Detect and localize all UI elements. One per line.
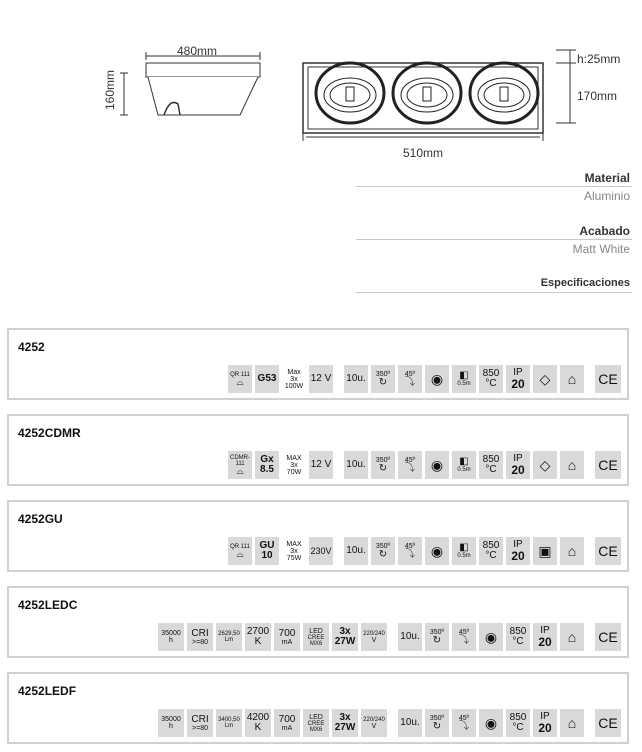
rotation-icon: 350º ↻ <box>425 709 449 737</box>
power-badge: 3x 27W <box>332 623 358 651</box>
indoor-use-icon: ⌂ <box>560 451 584 479</box>
product-icons <box>225 536 621 566</box>
units-badge: 10u. <box>344 365 368 393</box>
units-badge: 10u. <box>344 451 368 479</box>
product-card-4252GU <box>7 500 629 572</box>
class-iii-icon: ◇ <box>533 451 557 479</box>
product-card-4252 <box>7 328 629 400</box>
lifetime-badge: 35000 h <box>158 709 184 737</box>
lamp-icon: ◉ <box>479 709 503 737</box>
socket-badge: GU 10 <box>255 537 279 565</box>
lamp-icon: ◉ <box>425 365 449 393</box>
spec-material-value: Aluminio <box>583 189 630 203</box>
class-iii-icon: ◇ <box>533 365 557 393</box>
lumen-badge: 2629,50 Lm <box>216 623 242 651</box>
product-code: 4252LEDF <box>18 684 77 698</box>
ce-mark-icon: CE <box>595 365 621 393</box>
led-badge: LED CREE MX6 <box>303 623 329 651</box>
cri-badge: CRI >=80 <box>187 709 213 737</box>
voltage-badge: 12 V <box>309 451 333 479</box>
distance-icon: ◧ 0.5m <box>452 365 476 393</box>
color-temp-badge: 4200 K <box>245 709 271 737</box>
socket-badge: Gx 8.5 <box>255 451 279 479</box>
product-icons <box>225 364 621 394</box>
indoor-use-icon: ⌂ <box>560 623 584 651</box>
units-badge: 10u. <box>344 537 368 565</box>
tilt-icon: 45º ⤵ <box>398 537 422 565</box>
class-ii-icon: ▣ <box>533 537 557 565</box>
spec-finish-title: Acabado <box>579 224 630 238</box>
rotation-icon: 350º ↻ <box>371 451 395 479</box>
ce-mark-icon: CE <box>595 623 621 651</box>
divider <box>356 292 632 293</box>
lamp-icon: ◉ <box>425 451 449 479</box>
power-badge: Max 3x 100W <box>284 368 304 390</box>
product-code: 4252LEDC <box>18 598 78 612</box>
product-code: 4252GU <box>18 512 63 526</box>
lamp-icon: ◉ <box>479 623 503 651</box>
led-badge: LED CREE MX6 <box>303 709 329 737</box>
divider <box>356 186 632 187</box>
dim-width-right: 510mm <box>403 146 444 160</box>
ce-mark-icon: CE <box>595 537 621 565</box>
ip-badge: IP 20 <box>506 451 530 479</box>
dim-h-top: h:25mm <box>577 52 621 66</box>
socket-badge: G53 <box>255 365 279 393</box>
voltage-badge: 12 V <box>309 365 333 393</box>
units-badge: 10u. <box>398 709 422 737</box>
ce-mark-icon: CE <box>595 709 621 737</box>
lifetime-badge: 35000 h <box>158 623 184 651</box>
ce-mark-icon: CE <box>595 451 621 479</box>
voltage-badge: 220/240 V <box>361 709 387 737</box>
dim-height-left: 160mm <box>103 69 117 110</box>
ip-badge: IP 20 <box>506 365 530 393</box>
voltage-badge: 230V <box>309 537 333 565</box>
distance-icon: ◧ 0.5m <box>452 451 476 479</box>
indoor-use-icon: ⌂ <box>560 709 584 737</box>
current-badge: 700 mA <box>274 709 300 737</box>
product-card-4252LEDF <box>7 672 629 744</box>
temperature-badge: 850 °C <box>506 623 530 651</box>
temperature-badge: 850 °C <box>506 709 530 737</box>
product-card-4252CDMR <box>7 414 629 486</box>
dim-height-right: 170mm <box>577 89 618 103</box>
power-badge: 3x 27W <box>332 709 358 737</box>
tilt-icon: 45º ⤵ <box>398 451 422 479</box>
lamp-type-icon: CDMR-111 ⌓ <box>228 451 252 479</box>
cri-badge: CRI >=80 <box>187 623 213 651</box>
ip-badge: IP 20 <box>533 709 557 737</box>
ip-badge: IP 20 <box>506 537 530 565</box>
product-code: 4252CDMR <box>18 426 81 440</box>
temperature-badge: 850 °C <box>479 451 503 479</box>
product-icons <box>155 622 621 652</box>
ip-badge: IP 20 <box>533 623 557 651</box>
product-card-4252LEDC <box>7 586 629 658</box>
product-icons <box>155 708 621 738</box>
tilt-icon: 45º ⤵ <box>398 365 422 393</box>
current-badge: 700 mA <box>274 623 300 651</box>
lumen-badge: 3400,50 Lm <box>216 709 242 737</box>
indoor-use-icon: ⌂ <box>560 365 584 393</box>
tilt-icon: 45º ⤵ <box>452 623 476 651</box>
distance-icon: ◧ 0.5m <box>452 537 476 565</box>
voltage-badge: 220/240 V <box>361 623 387 651</box>
power-badge: MAX 3x 70W <box>286 454 302 476</box>
color-temp-badge: 2700 K <box>245 623 271 651</box>
product-code: 4252 <box>18 340 45 354</box>
spec-specifications-title: Especificaciones <box>540 277 630 289</box>
lamp-icon: ◉ <box>425 537 449 565</box>
power-badge: MAX 3x 75W <box>286 540 302 562</box>
lamp-type-icon: QR 111 ⌓ <box>228 537 252 565</box>
indoor-use-icon: ⌂ <box>560 537 584 565</box>
spec-material-title: Material <box>584 171 630 185</box>
spec-finish-value: Matt White <box>572 242 630 256</box>
temperature-badge: 850 °C <box>479 365 503 393</box>
dim-width-left: 480mm <box>177 44 218 58</box>
rotation-icon: 350º ↻ <box>371 365 395 393</box>
rotation-icon: 350º ↻ <box>425 623 449 651</box>
tilt-icon: 45º ⤵ <box>452 709 476 737</box>
lamp-type-icon: QR 111 ⌓ <box>228 365 252 393</box>
front-view-drawing <box>300 45 590 165</box>
rotation-icon: 350º ↻ <box>371 537 395 565</box>
divider <box>356 239 632 240</box>
temperature-badge: 850 °C <box>479 537 503 565</box>
units-badge: 10u. <box>398 623 422 651</box>
product-icons <box>225 450 621 480</box>
